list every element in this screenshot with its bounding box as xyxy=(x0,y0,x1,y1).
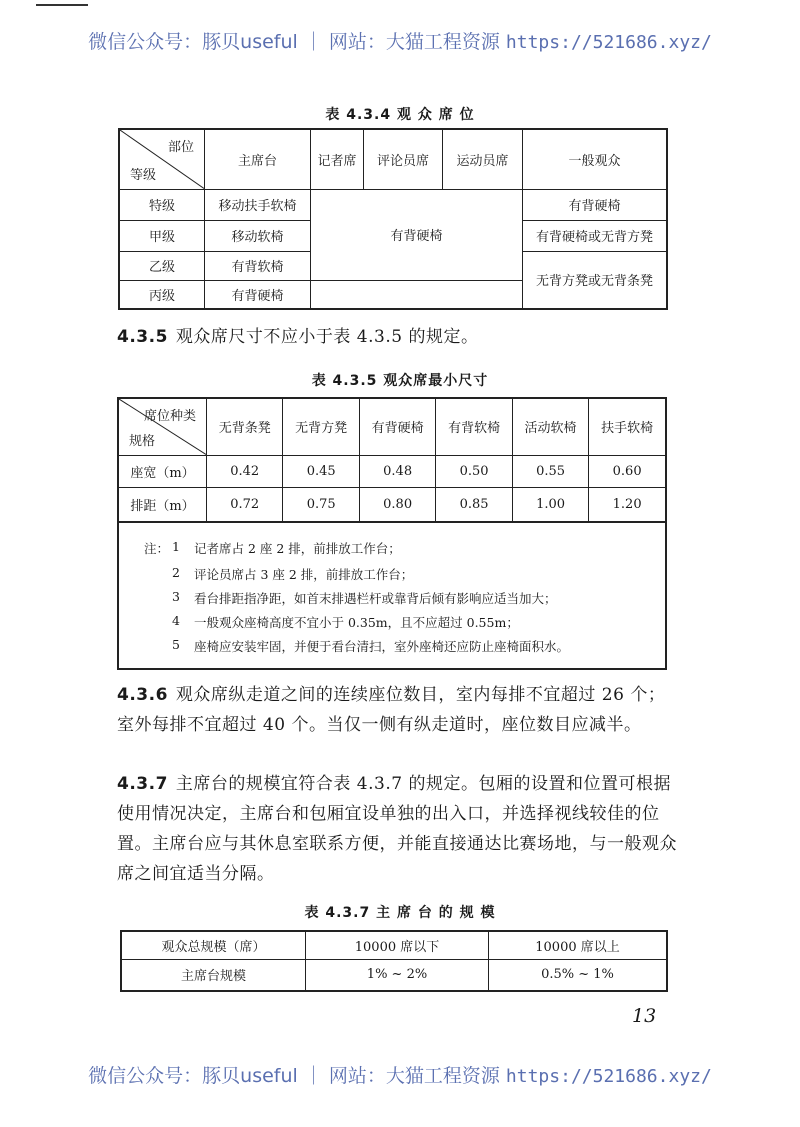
general-seat-cell: 有背硬椅或无背方凳 xyxy=(523,220,668,251)
section-text: 主席台的规模宜符合表 4.3.7 的规定。包厢的设置和位置可根据使用情况决定，主席台和包厢宜设单独的出入口，并选择视线较佳的位置。主席台应与其休息室联系方便，并能直接通达比赛场地，与一般观众席之间宜适当分隔。 xyxy=(117,774,677,884)
header-cell: 10000 席以下 xyxy=(306,931,489,959)
corner-top-label: 席位种类 xyxy=(143,409,196,424)
watermark-top xyxy=(0,27,800,54)
table-435-corner xyxy=(118,398,207,455)
row-label: 排距（m） xyxy=(118,487,207,521)
watermark-text: 微信公众号：豚贝useful ｜ 网站：大猫工程资源 xyxy=(88,1065,506,1087)
note-text: 记者席占 2 座 2 排，前排放工作台； xyxy=(194,541,401,556)
note-number: 2 xyxy=(172,565,180,580)
header-cell: 记者席 xyxy=(311,129,364,189)
note-text: 看台排距指净距，如首末排遇栏杆或靠背后倾有影响应适当加大； xyxy=(194,591,557,606)
table-435 xyxy=(117,397,667,522)
section-number: 4.3.7 xyxy=(117,774,168,794)
note-number: 5 xyxy=(172,637,180,652)
row-label: 乙级 xyxy=(119,251,205,280)
table-434-caption: 表 4.3.4 观 众 席 位 xyxy=(325,107,475,123)
page-number: 13 xyxy=(632,1005,657,1027)
header-cell: 有背软椅 xyxy=(436,398,512,455)
header-cell: 无背条凳 xyxy=(207,398,283,455)
section-436 xyxy=(117,680,677,740)
row-label: 主席台规模 xyxy=(121,959,306,991)
table-437 xyxy=(120,930,668,992)
section-435 xyxy=(117,322,677,352)
note-text: 座椅应安装牢固，并便于看台清扫，室外座椅还应防止座椅面积水。 xyxy=(194,639,570,654)
value-cell: 0.75 xyxy=(283,487,359,521)
header-cell: 观众总规模（席） xyxy=(121,931,306,959)
table-434-corner xyxy=(119,129,205,189)
value-cell: 0.48 xyxy=(359,455,435,487)
section-number: 4.3.6 xyxy=(117,685,168,705)
section-number: 4.3.5 xyxy=(117,327,168,347)
row-label: 特级 xyxy=(119,189,205,220)
row-label: 甲级 xyxy=(119,220,205,251)
value-cell: 0.50 xyxy=(436,455,512,487)
value-cell: 0.42 xyxy=(207,455,283,487)
watermark-text: 微信公众号：豚贝useful ｜ 网站：大猫工程资源 xyxy=(88,31,506,53)
section-text: 观众席尺寸不应小于表 4.3.5 的规定。 xyxy=(175,327,479,347)
header-cell: 10000 席以上 xyxy=(489,931,668,959)
general-seat-cell: 有背硬椅 xyxy=(523,189,668,220)
value-cell: 0.60 xyxy=(589,455,666,487)
general-seat-cell: 无背方凳或无背条凳 xyxy=(523,251,668,309)
header-cell: 评论员席 xyxy=(364,129,443,189)
table-434 xyxy=(118,128,668,310)
merged-seat-cell: 有背硬椅 xyxy=(311,189,523,280)
top-rule xyxy=(36,4,88,6)
note-number: 1 xyxy=(172,539,180,554)
header-cell: 扶手软椅 xyxy=(589,398,666,455)
header-cell: 主席台 xyxy=(205,129,311,189)
table-437-caption: 表 4.3.7 主 席 台 的 规 模 xyxy=(304,905,496,921)
section-text: 观众席纵走道之间的连续座位数目，室内每排不宜超过 26 个；室外每排不宜超过 40 个。当仅一侧有纵走道时，座位数目应减半。 xyxy=(117,685,666,735)
value-cell: 0.5% ~ 1% xyxy=(489,959,668,991)
value-cell: 1.00 xyxy=(512,487,588,521)
note-number: 4 xyxy=(172,613,180,628)
corner-bottom-label: 等级 xyxy=(130,167,157,183)
watermark-url[interactable]: https://521686.xyz/ xyxy=(505,32,712,53)
main-seat-cell: 移动扶手软椅 xyxy=(205,189,311,220)
value-cell: 0.55 xyxy=(512,455,588,487)
value-cell: 1.20 xyxy=(589,487,666,521)
row-label: 丙级 xyxy=(119,280,205,309)
table-435-notes xyxy=(117,522,667,670)
note-text: 评论员席占 3 座 2 排，前排放工作台； xyxy=(194,567,414,582)
header-cell: 运动员席 xyxy=(443,129,523,189)
empty-cell xyxy=(311,280,523,309)
section-437 xyxy=(117,769,677,889)
value-cell: 0.45 xyxy=(283,455,359,487)
value-cell: 0.80 xyxy=(359,487,435,521)
note-number: 3 xyxy=(172,589,180,604)
value-cell: 0.72 xyxy=(207,487,283,521)
row-label: 座宽（m） xyxy=(118,455,207,487)
main-seat-cell: 有背软椅 xyxy=(205,251,311,280)
header-cell: 活动软椅 xyxy=(512,398,588,455)
main-seat-cell: 有背硬椅 xyxy=(205,280,311,309)
corner-top-label: 部位 xyxy=(167,140,194,155)
header-cell: 无背方凳 xyxy=(283,398,359,455)
watermark-url[interactable]: https://521686.xyz/ xyxy=(505,1066,712,1087)
value-cell: 0.85 xyxy=(436,487,512,521)
header-cell: 有背硬椅 xyxy=(359,398,435,455)
main-seat-cell: 移动软椅 xyxy=(205,220,311,251)
note-text: 一般观众座椅高度不宜小于 0.35m，且不应超过 0.55m； xyxy=(194,615,519,630)
watermark-bottom xyxy=(0,1061,800,1088)
value-cell: 1% ~ 2% xyxy=(306,959,489,991)
table-435-caption: 表 4.3.5 观众席最小尺寸 xyxy=(311,373,489,389)
corner-bottom-label: 规格 xyxy=(129,433,156,449)
header-cell: 一般观众 xyxy=(523,129,668,189)
notes-prefix: 注： xyxy=(144,541,170,556)
